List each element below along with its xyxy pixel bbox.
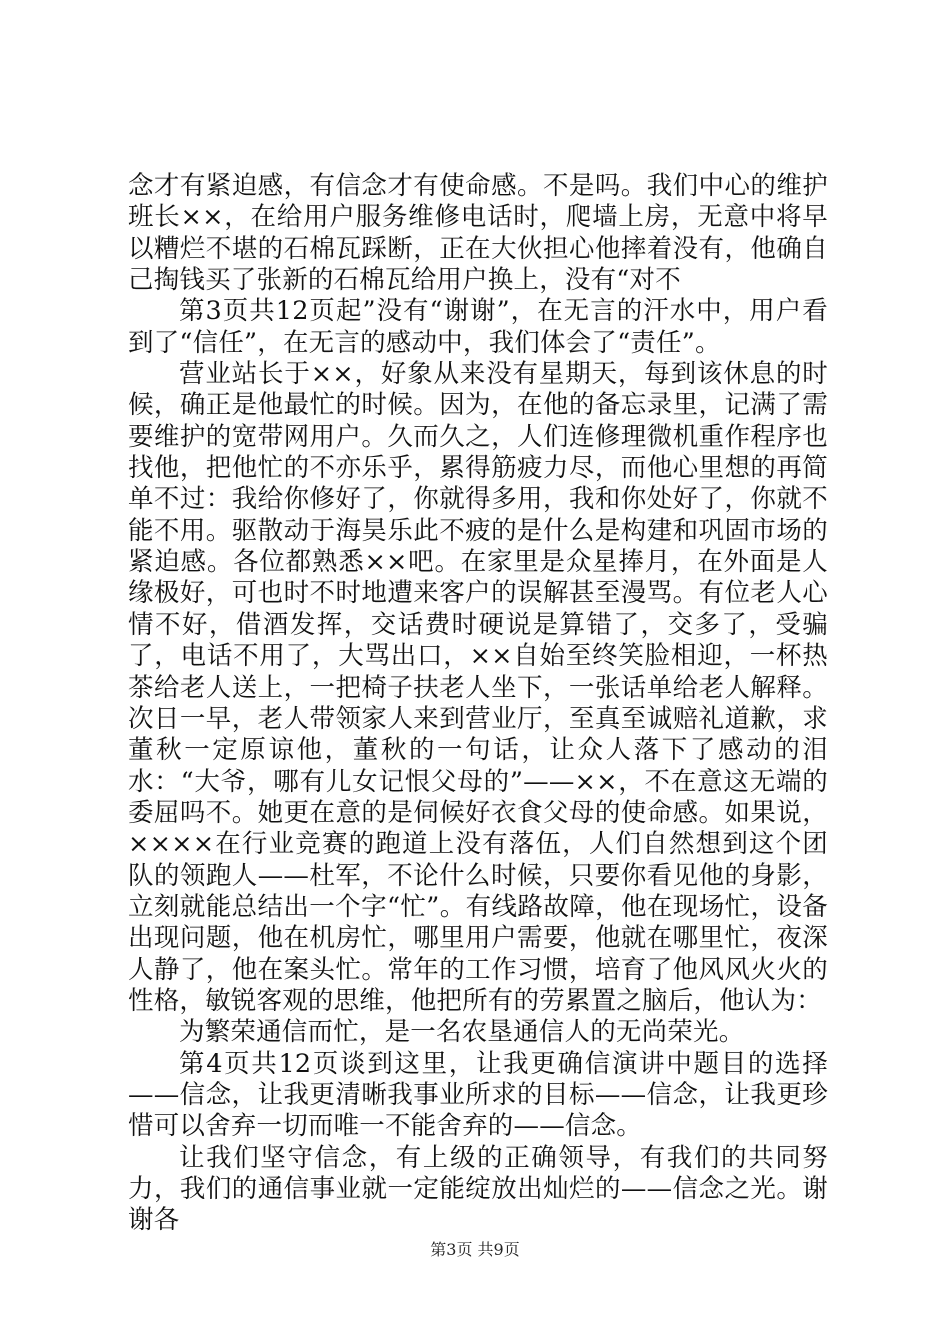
document-body (128, 171, 828, 1237)
paragraph-2: 第3页共12页起”没有“谢谢”，在无言的汗水中，用户看到了“信任”，在无言的感动中，我们体会了“责任”。 (128, 296, 828, 358)
paragraph-5: 第4页共12页谈到这里，让我更确信演讲中题目的选择——信念，让我更清晰我事业所求的目标——信念，让我更珍惜可以舍弃一切而唯一不能舍弃的——信念。 (128, 1048, 828, 1142)
paragraph-6: 让我们坚守信念，有上级的正确领导，有我们的共同努力，我们的通信事业就一定能绽放出灿烂的——信念之光。谢谢各 (128, 1142, 828, 1236)
paragraph-3: 营业站长于××，好象从来没有星期天，每到该休息的时候，确正是他最忙的时候。因为，在他的备忘录里，记满了需要维护的宽带网用户。久而久之，人们连修理微机重作程序也找他，把他忙的不亦乐乎，累得筋疲力尽，而他心里想的再简单不过：我给你修好了，你就得多用，我和你处好了，你就不能不用。驱散动于海昊乐此不疲的是什么是构建和巩固市场的紧迫感。各位都熟悉××吧。在家里是众星捧月，在外面是人缘极好，可也时不时地遭来客户的误解甚至漫骂。有位老人心情不好，借酒发挥，交话费时硬说是算错了，交多了，受骗了，电话不用了，大骂出口，××自始至终笑脸相迎，一杯热茶给老人送上，一把椅子扶老人坐下，一张话单给老人解释。次日一早，老人带领家人来到营业厅，至真至诚赔礼道歉，求董秋一定原谅他，董秋的一句话，让众人落下了感动的泪水：“大爷，哪有儿女记恨父母的”——××，不在意这无端的委屈吗不。她更在意的是伺候好衣食父母的使命感。如果说，××××在行业竞赛的跑道上没有落伍，人们自然想到这个团队的领跑人——杜军，不论什么时候，只要你看见他的身影，立刻就能总结出一个字“忙”。有线路故障，他在现场忙，设备出现问题，他在机房忙，哪里用户需要，他就在哪里忙，夜深人静了，他在案头忙。常年的工作习惯，培育了他风风火火的性格，敏锐客观的思维，他把所有的劳累置之脑后，他认为： (128, 359, 828, 1016)
paragraph-1: 念才有紧迫感，有信念才有使命感。不是吗。我们中心的维护班长××，在给用户服务维修电话时，爬墙上房，无意中将早以糟烂不堪的石棉瓦踩断，正在大伙担心他摔着没有，他确自己掏钱买了张新的石棉瓦给用户换上，没有“对不 (128, 171, 828, 296)
page-number-footer: 第3页 共9页 (430, 1240, 520, 1259)
paragraph-4: 为繁荣通信而忙，是一名农垦通信人的无尚荣光。 (179, 1017, 745, 1048)
